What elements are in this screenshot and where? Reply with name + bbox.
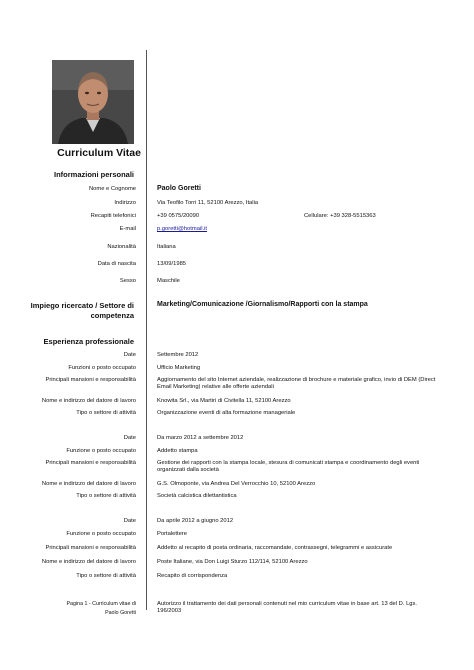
job-employer: Poste Italiane, via Don Luigi Sturzo 112/114, 52100 Arezzo: [157, 559, 308, 565]
job-date: Da aprile 2012 a giugno 2012: [157, 518, 234, 524]
job-sector: Società calcistica dilettantistica: [157, 493, 237, 499]
nationality-value: Italiana: [157, 244, 176, 250]
column-divider: [146, 50, 147, 610]
job-date-label: Date: [123, 435, 136, 441]
job-role-label: Funzione o posto occupato: [66, 448, 136, 454]
name-label: Nome e Cognome: [88, 186, 136, 192]
footer-page-label: Pagina 1 - Curriculum vitae di: [66, 601, 136, 607]
job-employer-label: Nome e indirizzo del datore di lavoro: [41, 481, 136, 487]
page-footer: [67, 600, 136, 618]
job-date-label: Date: [123, 518, 136, 524]
mobile-value: Cellulare: +39 328-5515363: [304, 213, 376, 219]
footer-author: Paolo Goretti: [105, 610, 136, 616]
sex-value: Maschile: [157, 278, 180, 284]
job-sector: Recapito di corrispondenza: [157, 573, 228, 579]
phone-label: Recapiti telefonici: [90, 213, 136, 219]
job-sector-label: Tipo o settore di attività: [76, 493, 136, 499]
dob-value: 13/09/1985: [157, 261, 187, 267]
email-link[interactable]: p.goretti@hotmail.it: [157, 226, 208, 232]
sex-label: Sesso: [119, 278, 136, 284]
job-date-label: Date: [123, 352, 136, 358]
dob-label: Data di nascita: [97, 261, 136, 267]
job-employer-label: Nome e indirizzo del datore di lavoro: [41, 559, 136, 565]
job-role-label: Funzioni o posto occupato: [68, 365, 136, 371]
full-name: Paolo Goretti: [157, 185, 201, 192]
job-employer: G.S. Olmoponte, via Andrea Del Verrocchio 10, 52100 Arezzo: [157, 481, 316, 487]
job-tasks-label: Principali mansioni e responsabilità: [45, 377, 136, 383]
job-sector-label: Tipo o settore di attività: [76, 410, 136, 416]
desired-job-heading: Impiego ricercato / Settore di competenza: [30, 301, 134, 320]
job-employer-label: Nome e indirizzo del datore di lavoro: [41, 398, 136, 404]
job-role-label: Funzione o posto occupato: [66, 531, 136, 537]
job-sector-label: Tipo o settore di attività: [76, 573, 136, 579]
job-role: Ufficio Marketing: [157, 365, 201, 371]
job-employer: Knowita Srl., via Martiri di Civitella 11, 52100 Arezzo: [157, 398, 291, 404]
cv-title: Curriculum Vitae: [57, 147, 141, 159]
job-role: Portalettere: [157, 531, 187, 537]
job-role: Addetto stampa: [157, 448, 198, 454]
address-label: Indirizzo: [114, 200, 136, 206]
personal-info-heading: Informazioni personali: [53, 170, 134, 179]
job-tasks: Aggiornamento del sito Internet aziendale, realizzazione di brochure e materiale grafico, invio di DEM (Direct Email Marketing) relative alle offerte aziendali: [157, 377, 436, 390]
job-tasks-label: Principali mansioni e responsabilità: [45, 460, 136, 466]
profile-photo: [52, 60, 134, 144]
job-tasks: Addetto al recapito di posta ordinaria, raccomandate, contrassegni, telegrammi e assicurate: [157, 545, 393, 551]
phone-value: +39 0575/20090: [157, 213, 200, 219]
privacy-consent: Autorizzo il trattamento dei dati personali contenuti nel mio curriculum vitae in base art. 13 del D. Lgs. 196/2003: [157, 601, 418, 614]
job-sector: Organizzazione eventi di alta formazione manageriale: [157, 410, 296, 416]
desired-job-value: Marketing/Comunicazione /Giornalismo/Rapporti con la stampa: [157, 301, 368, 308]
nationality-label: Nazionalità: [107, 244, 136, 250]
address-value: Via Teofilo Torri 11, 52100 Arezzo, Italia: [157, 200, 259, 206]
job-tasks-label: Principali mansioni e responsabilità: [45, 545, 136, 551]
email-label: E-mail: [119, 226, 136, 232]
job-tasks: Gestione dei rapporti con la stampa locale, stesura di comunicati stampa e coordinamento degli eventi organizzati dalla società: [157, 460, 420, 473]
experience-heading: Esperienza professionale: [43, 337, 134, 346]
job-date: Settembre 2012: [157, 352, 199, 358]
job-date: Da marzo 2012 a settembre 2012: [157, 435, 244, 441]
